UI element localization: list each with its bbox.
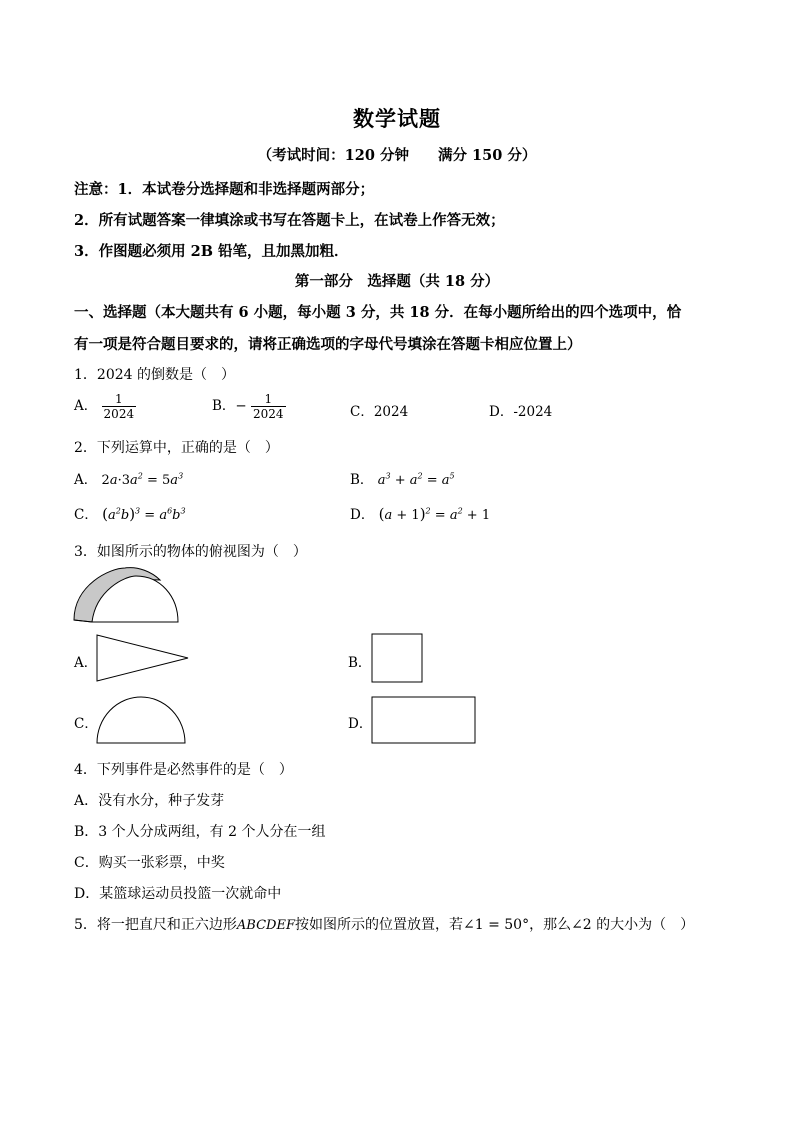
q5-hexagon-name: ABCDEF (236, 918, 295, 933)
q4-option-a: A．没有水分，种子发芽 (74, 793, 225, 809)
note-3: 3．作图题必须用 2B 铅笔，且加黑加粗． (74, 243, 349, 260)
note-1: 注意：1．本试卷分选择题和非选择题两部分； (74, 181, 375, 198)
section-heading-line1: 一、选择题（本大题共有 6 小题，每小题 3 分，共 18 分．在每小题所给出的四个选项中，恰 (74, 304, 682, 321)
section-heading-line2: 有一项是符合题目要求的，请将正确选项的字母代号填涂在答题卡相应位置上） (74, 336, 582, 353)
q1-option-a-denominator: 2024 (103, 407, 135, 421)
q3-option-a-label: A． (74, 655, 98, 671)
q3-option-d-rectangle (372, 697, 475, 743)
q2-option-d-formula: $(a + 1)^2 = a^2 + 1$ (378, 505, 491, 523)
q2-option-d-label: D． (350, 507, 375, 523)
q1-option-a-label: A． (74, 398, 98, 414)
q5-stem (74, 914, 694, 934)
q5-stem-pre: 5．将一把直尺和正六边形 (74, 917, 237, 933)
q4-stem: 4．下列事件是必然事件的是（ ） (74, 762, 293, 778)
q1-option-b-label: B． (212, 398, 236, 414)
q3-option-b-square (372, 634, 422, 682)
q4-option-b: B．3 个人分成两组，有 2 个人分在一组 (74, 824, 326, 840)
q5-stem-rest: 按如图所示的位置放置，若∠1 = 50°，那么∠2 的大小为（ ） (294, 917, 695, 933)
q2-stem: 2．下列运算中，正确的是（ ） (74, 440, 279, 456)
q1-option-b-numerator: 1 (264, 392, 273, 406)
q3-option-d-label: D． (348, 716, 373, 732)
q3-option-b-label: B． (348, 655, 372, 671)
exam-time-score: （考试时间：120 分钟 满分 150 分） (257, 147, 537, 164)
q2-option-c-label: C． (74, 507, 98, 523)
q3-option-c-semicircle (97, 697, 185, 743)
page-title: 数学试题 (353, 106, 441, 131)
q1-option-b-denominator: 2024 (253, 407, 284, 421)
q3-stem: 3．如图所示的物体的俯视图为（ ） (74, 544, 307, 560)
q3-option-a-triangle (97, 635, 188, 681)
q2-option-b-label: B． (350, 472, 374, 488)
part-heading: 第一部分 选择题（共 18 分） (294, 273, 500, 290)
q1-option-c: C．2024 (350, 404, 409, 420)
q2-option-a-formula: $2a\cdot 3a^2 = 5a^3$ (101, 471, 184, 488)
q1-option-d: D．-2024 (489, 404, 553, 420)
q2-option-b-formula: $a^3 + a^2 = a^5$ (377, 471, 455, 488)
q4-option-c: C．购买一张彩票，中奖 (74, 855, 225, 871)
q3-option-c-label: C． (74, 716, 98, 732)
q3-object-figure (74, 568, 178, 622)
q2-option-c-formula: $(a^2b)^3 = a^6b^3$ (102, 505, 186, 523)
q2-option-a-label: A． (74, 472, 98, 488)
q1-option-a-numerator: 1 (115, 392, 123, 406)
q1-stem: 1．2024 的倒数是（ ） (74, 367, 235, 383)
q4-option-d: D．某篮球运动员投篮一次就命中 (74, 886, 282, 902)
note-2: 2．所有试题答案一律填涂或书写在答题卡上，在试卷上作答无效； (74, 212, 505, 229)
q1-option-b-sign: − (235, 398, 247, 414)
